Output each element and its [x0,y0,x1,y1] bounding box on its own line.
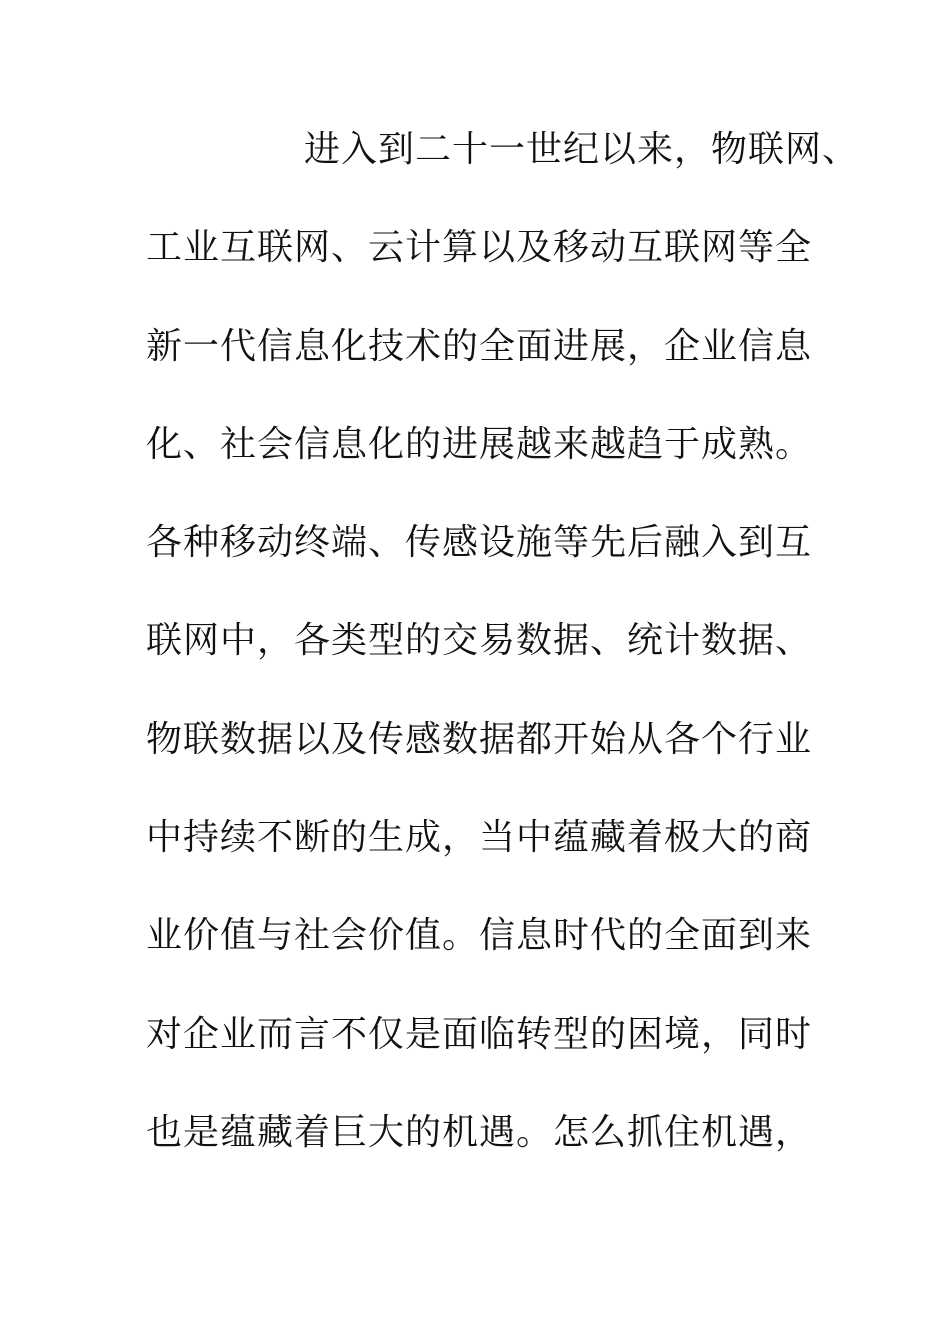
paragraph-line: 对企业而言不仅是面临转型的困境，同时 [146,1013,813,1055]
paragraph-line: 化、社会信息化的进展越来越趋于成熟。 [146,423,813,465]
paragraph-line: 业价值与社会价值。信息时代的全面到来 [146,915,813,957]
paragraph-line: 中持续不断的生成，当中蕴藏着极大的商 [146,817,813,859]
paragraph-line: 新一代信息化技术的全面进展，企业信息 [146,325,813,367]
body-paragraph [146,124,860,1205]
paragraph-line: 进入到二十一世纪以来，物联网、 [304,129,860,170]
paragraph-line: 各种移动终端、传感设施等先后融入到互 [146,522,813,564]
paragraph-line: 物联数据以及传感数据都开始从各个行业 [146,718,813,760]
paragraph-line: 也是蕴藏着巨大的机遇。怎么抓住机遇， [146,1111,813,1153]
paragraph-line: 工业互联网、云计算以及移动互联网等全 [146,227,813,269]
paragraph-line: 联网中，各类型的交易数据、统计数据、 [146,620,813,662]
